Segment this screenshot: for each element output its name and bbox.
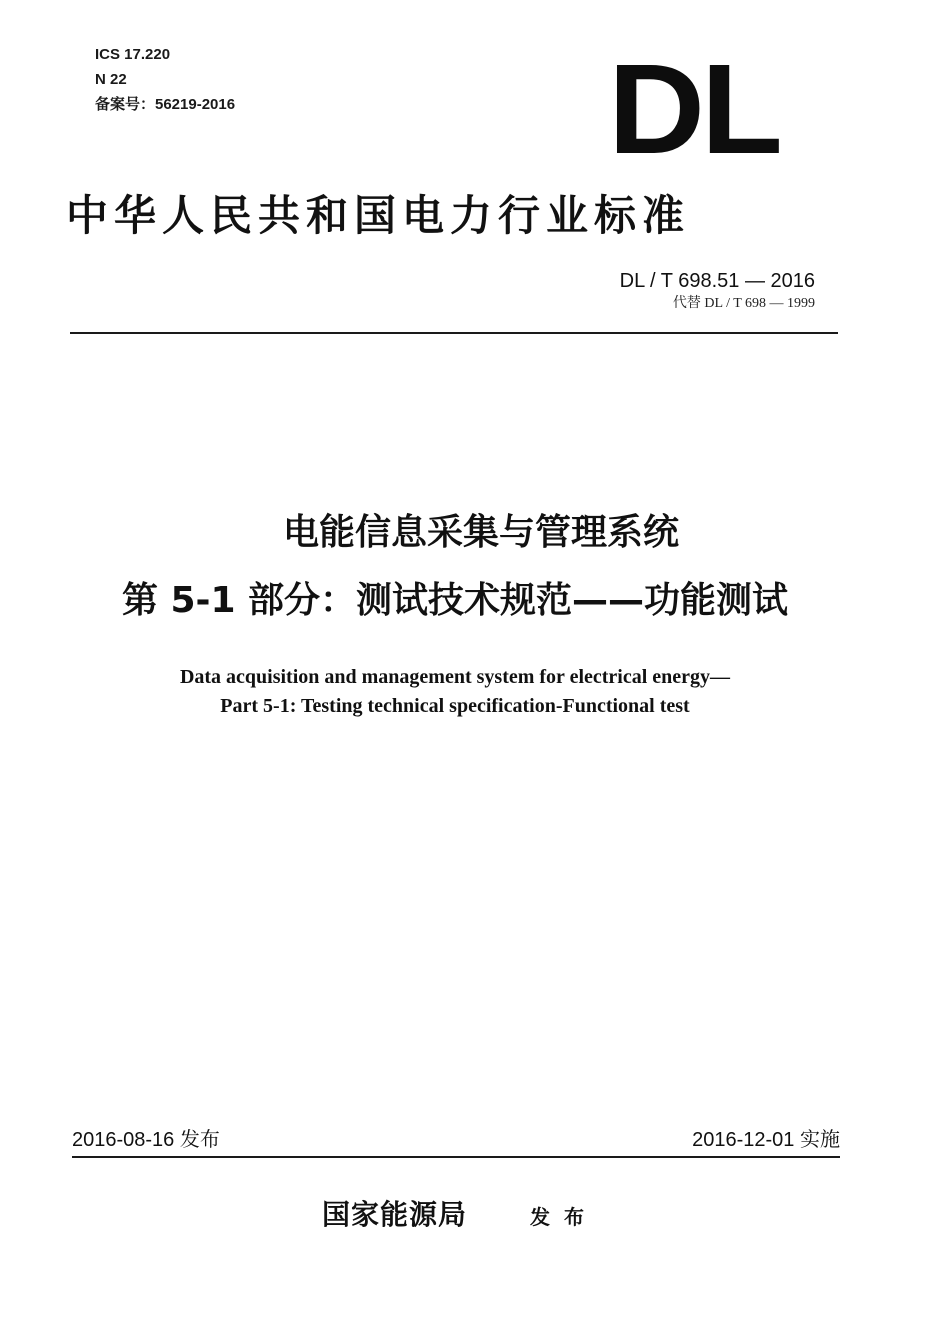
publisher-name: 国家能源局 (322, 1198, 468, 1231)
classification-block (95, 42, 235, 117)
document-title-cn-line1: 电能信息采集与管理系统 (282, 512, 679, 553)
publish-label: 发布 (530, 1205, 598, 1229)
standard-number: DL / T 698.51 — 2016 (619, 270, 815, 292)
ics-code: ICS 17.220 (95, 46, 171, 63)
bottom-divider (72, 1156, 840, 1158)
document-title-cn-line2: 第 5-1 部分：测试技术规范——功能测试 (121, 580, 789, 621)
ccs-code: N 22 (95, 71, 127, 88)
standard-category-title: 中华人民共和国电力行业标准 (66, 191, 691, 240)
document-title-en-line2: Part 5-1: Testing technical specification-Functional test (220, 695, 690, 717)
issue-date: 2016-08-16 发布 (72, 1129, 220, 1151)
replaced-standard: 代替 DL / T 698 — 1999 (672, 296, 815, 311)
filing-number: 备案号：56219-2016 (95, 96, 236, 113)
document-title-en-line1: Data acquisition and management system for electrical energy— (179, 666, 731, 688)
dl-logo: DL (608, 38, 779, 181)
implementation-date: 2016-12-01 实施 (692, 1129, 840, 1151)
top-divider (70, 332, 838, 334)
